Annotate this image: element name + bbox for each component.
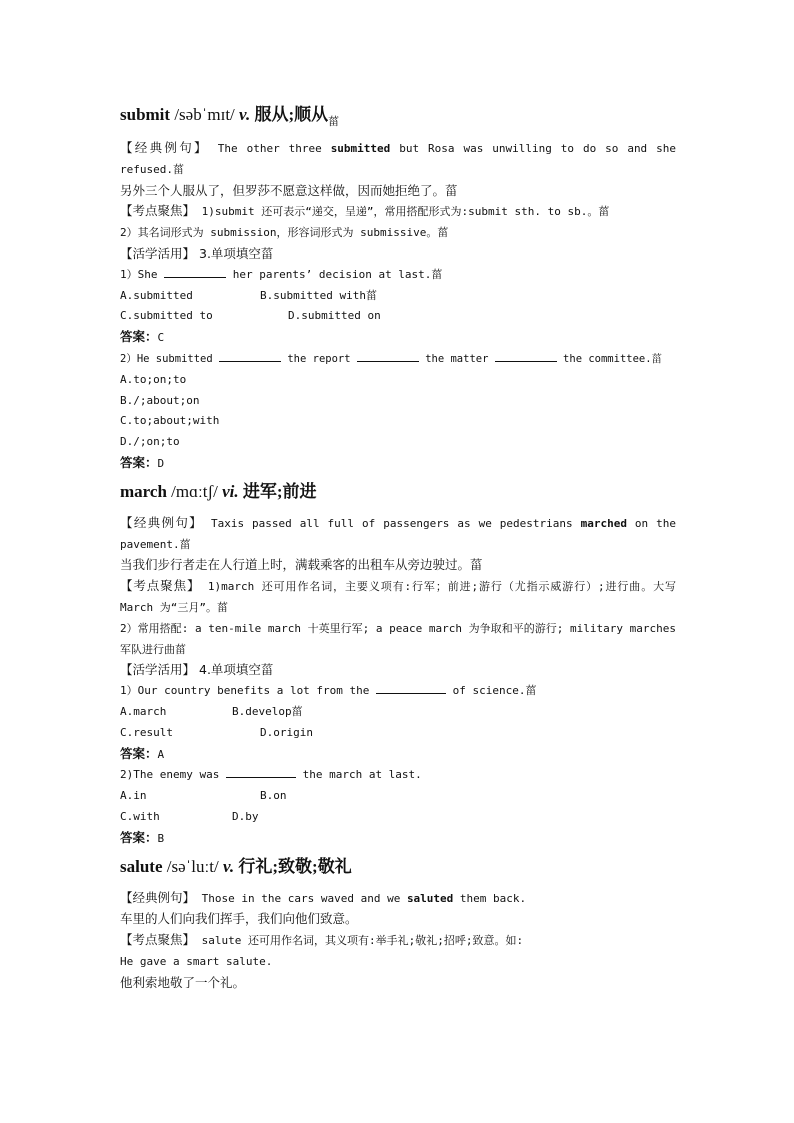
option-c: C.result — [120, 725, 173, 739]
option-b: B.develop菑 — [232, 704, 303, 718]
example-keyword: submitted — [330, 142, 391, 155]
example-text: them back. — [453, 891, 527, 905]
question-text: the matter — [418, 352, 495, 365]
question-text: the committee.菑 — [556, 352, 663, 365]
example-tag: 【经典例句】 — [120, 889, 196, 905]
example-sentence — [120, 138, 676, 181]
headword-salute — [120, 856, 676, 878]
headword-march — [120, 481, 676, 503]
focus-text: 1)submit 还可表示“递交，呈递”，常用搭配形式为:submit sth. to sb.。菑 — [195, 205, 610, 219]
practice-heading — [120, 244, 676, 265]
focus-text: salute 还可用作名词，其义项有:举手礼;敬礼;招呼;致意。如: — [195, 934, 524, 948]
option-a: A.march — [120, 704, 167, 718]
question-1 — [120, 265, 676, 286]
answer — [120, 828, 676, 850]
phonetic: /mɑːtʃ/ — [166, 481, 223, 501]
option-a: A.to;on;to — [120, 372, 187, 386]
question-text: the report — [281, 352, 357, 365]
example-text: on the pavement.菑 — [120, 516, 676, 551]
answer-value: D — [157, 456, 165, 470]
practice-tag: 【活学活用】 — [120, 662, 196, 678]
focus-point-2: 2）常用搭配: a ten-mile march 十英里行军; a peace march 为争取和平的游行; military marches 军队进行曲菑 — [120, 621, 676, 656]
answer-blank — [164, 266, 226, 278]
question-2 — [120, 349, 676, 370]
option-c: C.submitted to — [120, 309, 213, 323]
question-text: 1）She — [120, 267, 165, 281]
question-text: of science.菑 — [446, 684, 537, 698]
option-b: B./;about;on — [120, 393, 200, 407]
practice-heading — [120, 660, 676, 681]
answer — [120, 327, 676, 349]
example-keyword: saluted — [406, 891, 454, 905]
focus-point-2: 2）其名词形式为 submission，形容词形式为 submissive。菑 — [120, 226, 449, 240]
example-translation: 当我们步行者走在人行道上时，满载乘客的出租车从旁边驶过。菑 — [120, 557, 483, 573]
options-row — [120, 807, 676, 828]
answer-blank — [357, 350, 419, 362]
word: march — [120, 481, 167, 501]
example-translation: 车里的人们向我们挥手，我们向他们致意。 — [120, 911, 358, 927]
focus-point-1 — [120, 930, 676, 952]
focus-point-1 — [120, 201, 676, 223]
meaning: 进军;前进 — [238, 481, 317, 501]
example-text: Taxis passed all full of passengers as we pedestrians — [203, 516, 581, 530]
practice-title: 4.单项填空菑 — [195, 662, 274, 678]
question-text: 1）Our country benefits a lot from the — [120, 684, 377, 698]
question-text: her parents’ decision at last.菑 — [226, 267, 443, 281]
option-d: D.by — [232, 809, 259, 823]
example-tag: 【经典例句】 — [120, 140, 209, 155]
example-text: The other three — [208, 142, 331, 155]
answer-label: 答案： — [120, 454, 158, 470]
answer-blank — [376, 682, 446, 694]
document-body — [120, 100, 676, 993]
meaning: 行礼;致敬;敬礼 — [234, 856, 352, 876]
meaning: 服从;顺从 — [250, 105, 329, 124]
question-1 — [120, 681, 676, 702]
answer-value: C — [157, 331, 165, 345]
example-text: but Rosa was unwilling to do so and she refused.菑 — [120, 142, 676, 176]
question-2 — [120, 765, 676, 786]
example-keyword: marched — [580, 516, 627, 530]
example-sentence — [120, 888, 676, 910]
word: submit — [120, 105, 171, 124]
focus-point-1 — [120, 576, 676, 619]
option-a: A.in — [120, 789, 147, 803]
option-d: D.submitted on — [288, 309, 381, 323]
phonetic: /səbˈmɪt/ — [170, 105, 240, 124]
option-b: B.submitted with菑 — [260, 288, 377, 302]
answer-label: 答案： — [120, 745, 158, 761]
focus-tag: 【考点聚焦】 — [120, 578, 201, 594]
headword-submit — [120, 104, 676, 128]
part-of-speech: v. — [239, 105, 251, 124]
answer-blank — [219, 350, 281, 362]
focus-text: 1)march 还可用作名词，主要义项有:行军；前进;游行（尤指示威游行）;进行曲。大写 March 为“三月”。菑 — [120, 580, 676, 614]
focus-tag: 【考点聚焦】 — [120, 203, 196, 219]
question-text: 2）He submitted — [120, 352, 220, 365]
question-text: 2)The enemy was — [120, 768, 226, 782]
options-row — [120, 786, 676, 807]
part-of-speech: v. — [222, 856, 235, 876]
answer-label: 答案： — [120, 829, 158, 845]
option-d: D./;on;to — [120, 435, 180, 449]
example-translation: 另外三个人服从了，但罗莎不愿意这样做，因而她拒绝了。菑 — [120, 182, 458, 198]
option-d: D.origin — [260, 725, 313, 739]
answer — [120, 744, 676, 766]
phonetic: /səˈluːt/ — [162, 856, 223, 876]
options-row — [120, 286, 676, 307]
answer-blank — [495, 350, 557, 362]
answer-blank — [226, 766, 296, 778]
option-b: B.on — [260, 789, 287, 803]
options-row — [120, 702, 676, 723]
option-a: A.submitted — [120, 288, 193, 302]
option-c: C.to;about;with — [120, 414, 220, 428]
options-row — [120, 723, 676, 744]
example-sentence — [120, 513, 676, 556]
part-of-speech: vi. — [222, 481, 239, 501]
focus-example-translation: 他利索地敬了一个礼。 — [120, 974, 246, 990]
answer-value: B — [157, 831, 165, 845]
mark: 菑 — [328, 116, 340, 128]
option-c: C.with — [120, 809, 160, 823]
focus-example: He gave a smart salute. — [120, 954, 273, 968]
options-row — [120, 306, 676, 327]
example-text: Those in the cars waved and we — [195, 891, 407, 905]
word: salute — [120, 856, 163, 876]
focus-tag: 【考点聚焦】 — [120, 932, 196, 948]
answer-label: 答案： — [120, 329, 158, 345]
answer — [120, 453, 676, 475]
question-text: the march at last. — [295, 768, 422, 782]
practice-tag: 【活学活用】 — [120, 245, 196, 261]
answer-value: A — [157, 747, 165, 761]
practice-title: 3.单项填空菑 — [195, 245, 274, 261]
example-tag: 【经典例句】 — [120, 514, 204, 530]
